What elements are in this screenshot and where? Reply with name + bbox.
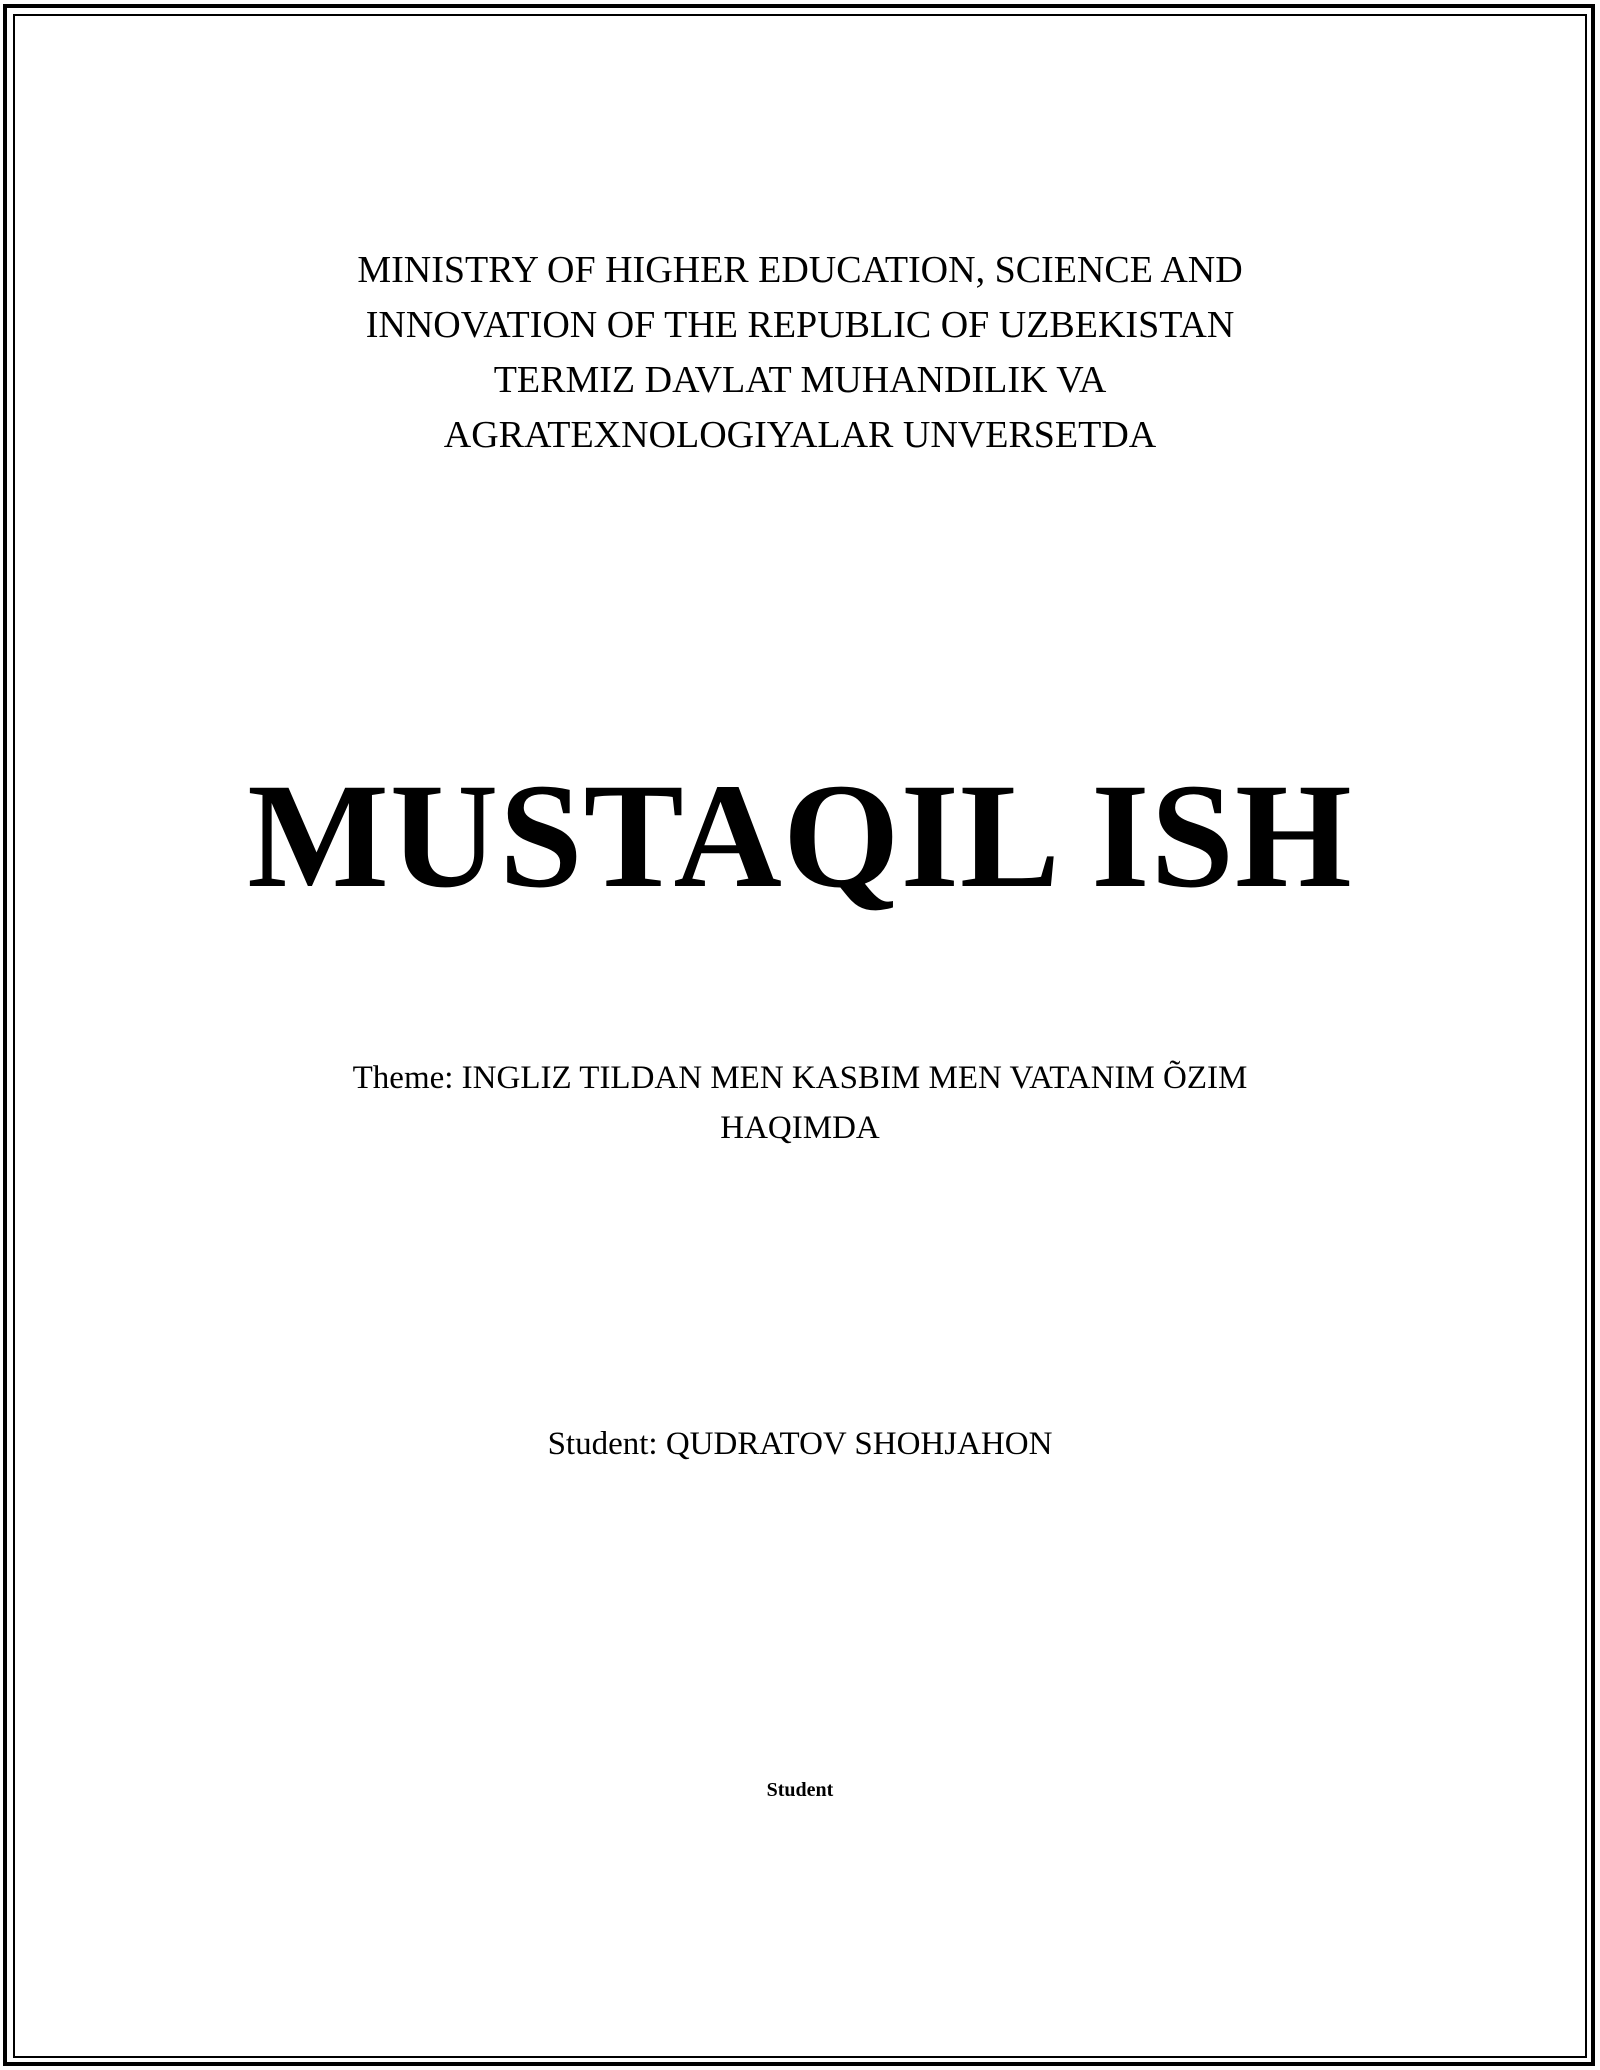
ministry-heading [0,243,1600,463]
student-footer-label: Student [766,1779,834,1801]
theme-line-2: HAQIMDA [720,1110,880,1146]
university-line-2: AGRATEXNOLOGIYALAR UNVERSETDA [443,414,1157,456]
university-line-1: TERMIZ DAVLAT MUHANDILIK VA [493,359,1107,401]
student-name: Student: QUDRATOV SHOHJAHON [547,1426,1053,1462]
theme-line-1: Theme: INGLIZ TILDAN MEN KASBIM MEN VATANIM ÕZIM [352,1060,1248,1096]
ministry-line-1: MINISTRY OF HIGHER EDUCATION, SCIENCE AND [357,249,1243,291]
theme-block [0,1053,1600,1153]
document-title: MUSTAQIL ISH [247,753,1353,919]
ministry-line-2: INNOVATION OF THE REPUBLIC OF UZBEKISTAN [365,304,1235,346]
